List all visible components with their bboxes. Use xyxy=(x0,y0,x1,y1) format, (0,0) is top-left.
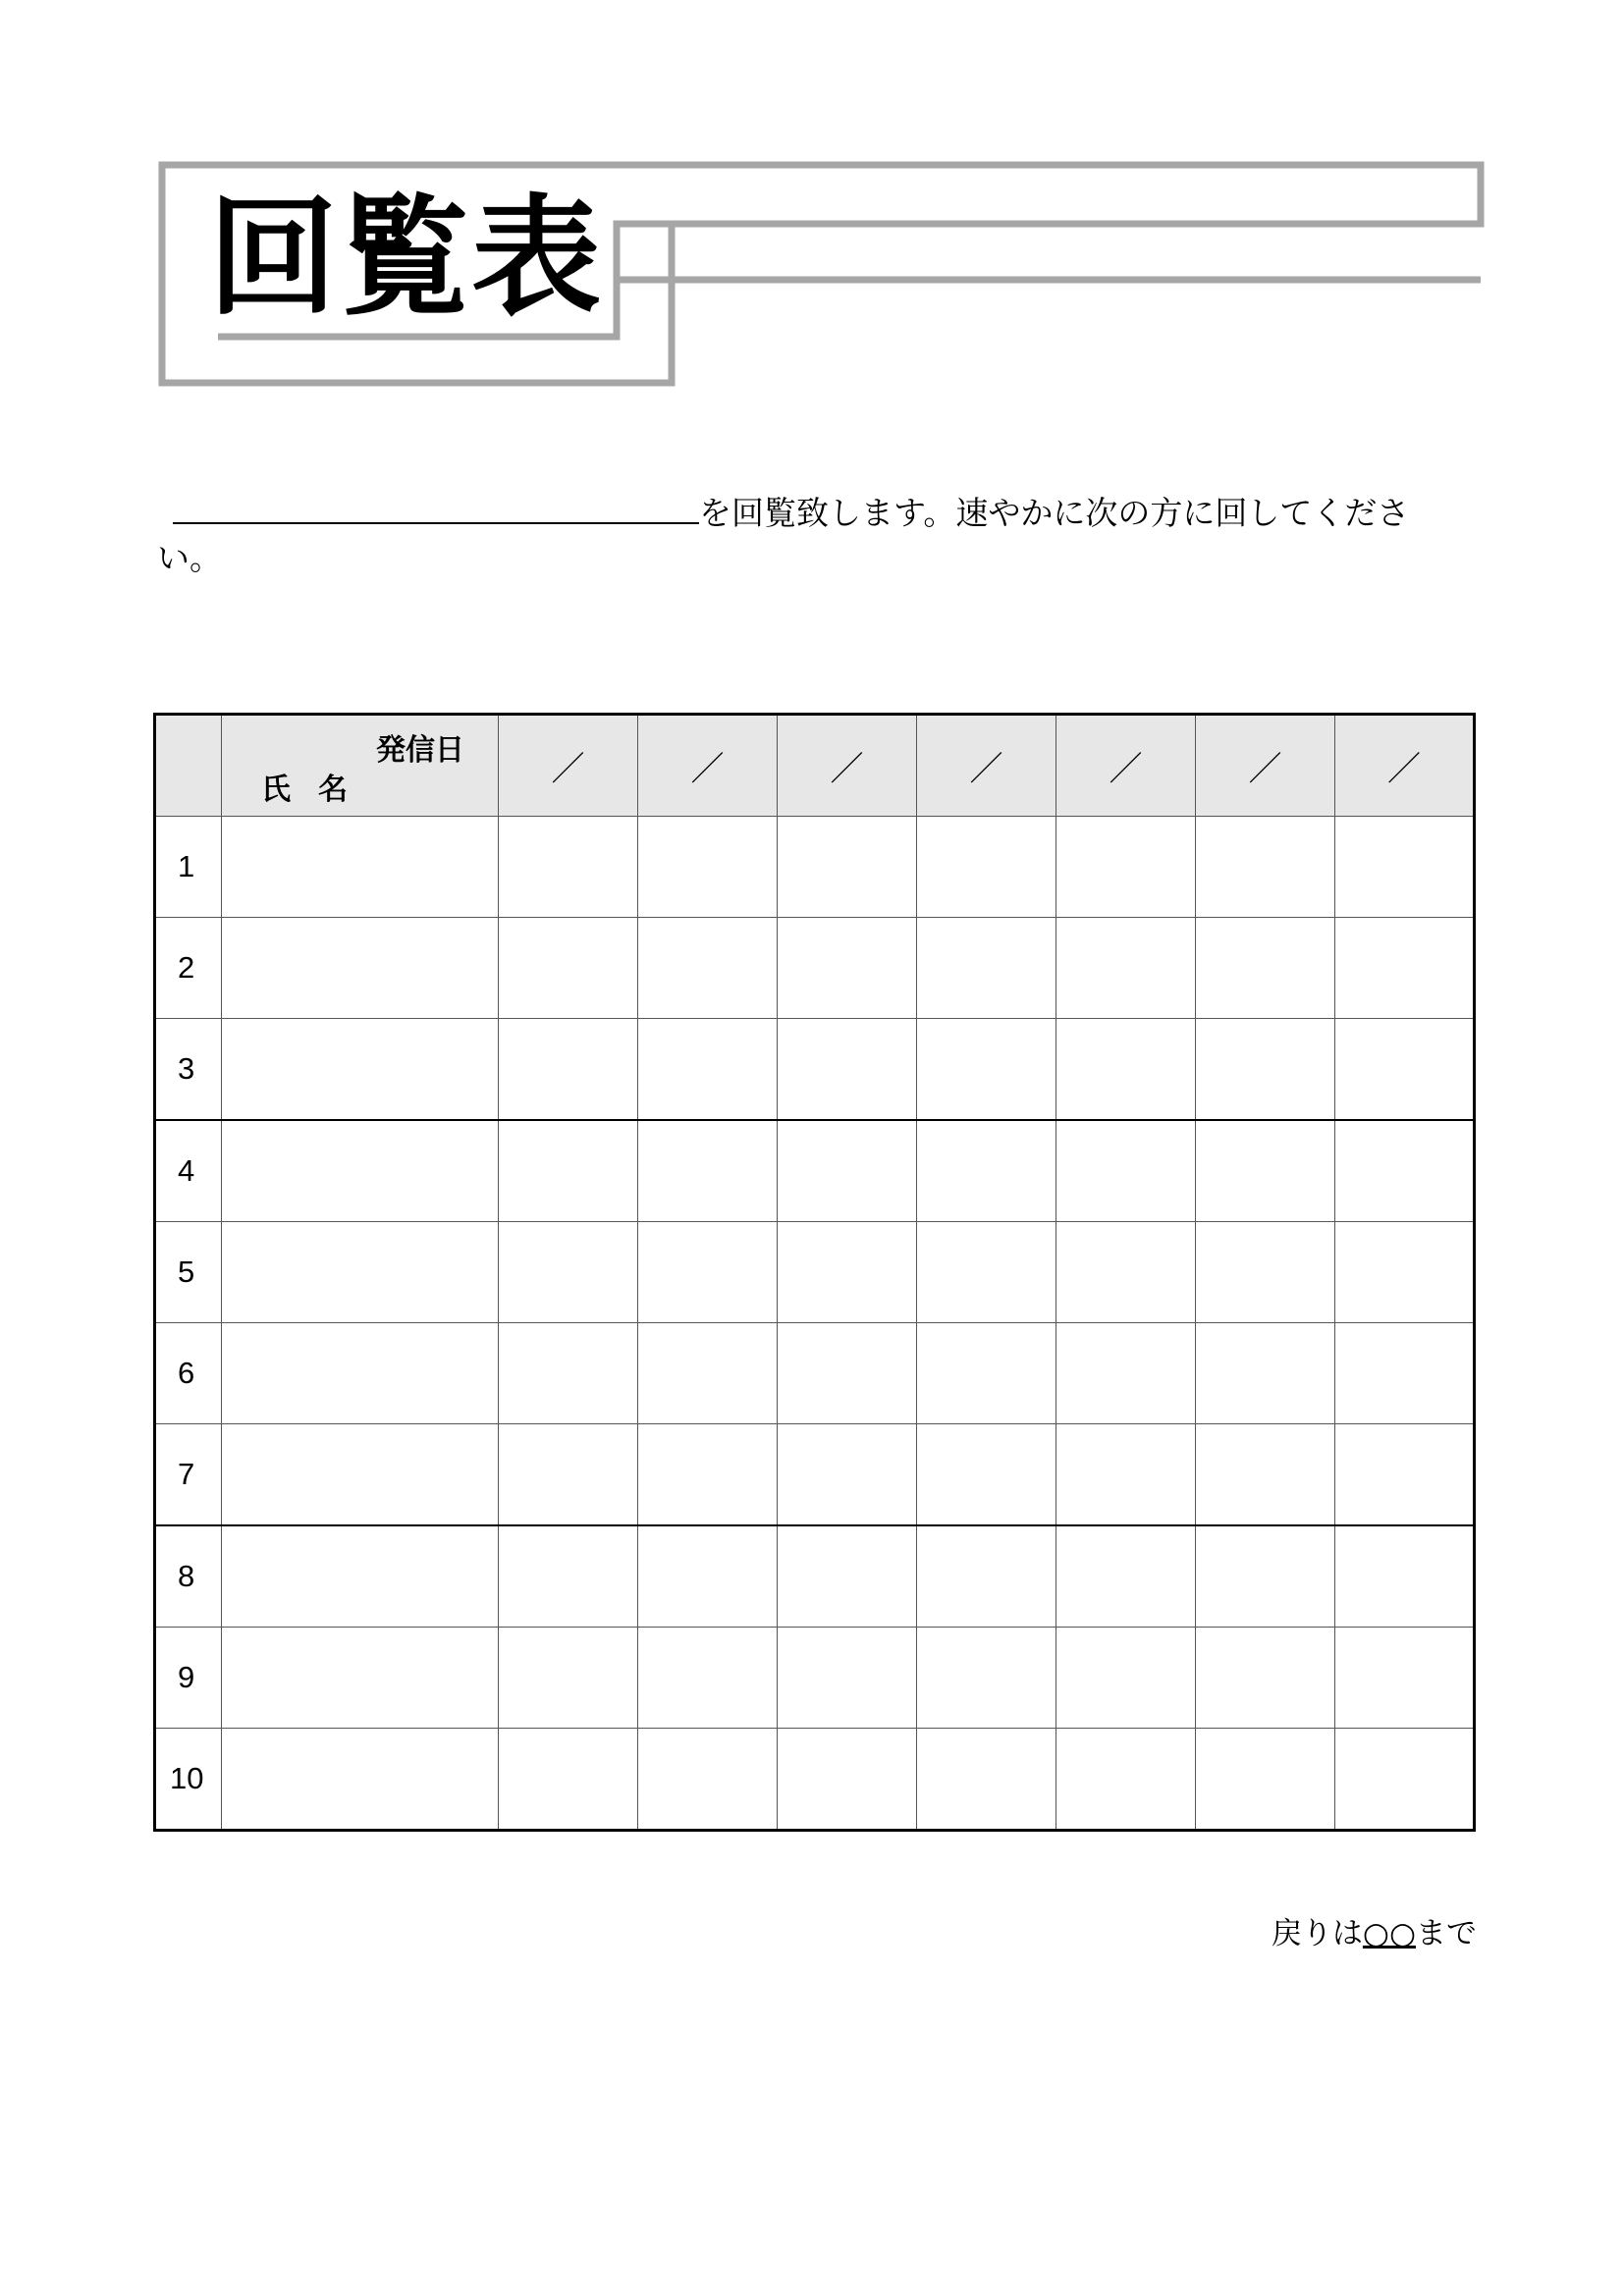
header-date-cell[interactable]: ／ xyxy=(638,715,778,817)
table-row xyxy=(155,1628,1475,1729)
name-cell[interactable] xyxy=(222,1120,499,1222)
return-note-place[interactable]: ○○ xyxy=(1362,1916,1416,1951)
title-frame-step xyxy=(617,224,1481,280)
check-cell[interactable] xyxy=(1196,1628,1335,1729)
check-cell[interactable] xyxy=(778,1120,917,1222)
check-cell[interactable] xyxy=(917,1019,1056,1121)
row-number: 6 xyxy=(155,1323,222,1424)
check-cell[interactable] xyxy=(638,1222,778,1323)
check-cell[interactable] xyxy=(1335,918,1475,1019)
check-cell[interactable] xyxy=(1335,1729,1475,1831)
intro-sentence xyxy=(157,491,1434,581)
check-cell[interactable] xyxy=(778,1628,917,1729)
check-cell[interactable] xyxy=(1196,1120,1335,1222)
row-number: 8 xyxy=(155,1525,222,1628)
name-cell[interactable] xyxy=(222,1729,499,1831)
check-cell[interactable] xyxy=(1056,918,1196,1019)
row-number: 7 xyxy=(155,1424,222,1526)
table-row xyxy=(155,1323,1475,1424)
check-cell[interactable] xyxy=(1335,817,1475,918)
check-cell[interactable] xyxy=(1056,1323,1196,1424)
check-cell[interactable] xyxy=(1056,1120,1196,1222)
check-cell[interactable] xyxy=(778,1323,917,1424)
name-cell[interactable] xyxy=(222,817,499,918)
check-cell[interactable] xyxy=(1056,1222,1196,1323)
check-cell[interactable] xyxy=(1196,1424,1335,1526)
check-cell[interactable] xyxy=(499,817,638,918)
subject-blank-line[interactable] xyxy=(173,493,699,524)
circulation-table xyxy=(153,713,1476,1832)
intro-text: を回覧致します。速やかに次の方に回してください。 xyxy=(157,494,1410,577)
check-cell[interactable] xyxy=(499,1525,638,1628)
return-note-suffix: まで xyxy=(1416,1916,1477,1951)
check-cell[interactable] xyxy=(1196,1729,1335,1831)
check-cell[interactable] xyxy=(499,1729,638,1831)
return-note xyxy=(1272,1908,1477,1952)
check-cell[interactable] xyxy=(1335,1323,1475,1424)
check-cell[interactable] xyxy=(499,1628,638,1729)
table-row xyxy=(155,1424,1475,1526)
check-cell[interactable] xyxy=(638,1120,778,1222)
check-cell[interactable] xyxy=(1056,1525,1196,1628)
check-cell[interactable] xyxy=(778,1729,917,1831)
check-cell[interactable] xyxy=(638,817,778,918)
header-date-cell[interactable]: ／ xyxy=(1056,715,1196,817)
check-cell[interactable] xyxy=(1196,1323,1335,1424)
table-row xyxy=(155,1525,1475,1628)
header-date-cell[interactable]: ／ xyxy=(778,715,917,817)
name-cell[interactable] xyxy=(222,918,499,1019)
check-cell[interactable] xyxy=(917,918,1056,1019)
check-cell[interactable] xyxy=(638,1323,778,1424)
check-cell[interactable] xyxy=(638,1628,778,1729)
row-number: 3 xyxy=(155,1019,222,1121)
check-cell[interactable] xyxy=(1335,1222,1475,1323)
name-cell[interactable] xyxy=(222,1424,499,1526)
table-row xyxy=(155,918,1475,1019)
check-cell[interactable] xyxy=(1335,1424,1475,1526)
check-cell[interactable] xyxy=(1335,1120,1475,1222)
table-row xyxy=(155,1019,1475,1121)
check-cell[interactable] xyxy=(917,1628,1056,1729)
row-number: 5 xyxy=(155,1222,222,1323)
check-cell[interactable] xyxy=(1196,918,1335,1019)
row-number: 4 xyxy=(155,1120,222,1222)
check-cell[interactable] xyxy=(1335,1628,1475,1729)
check-cell[interactable] xyxy=(1196,817,1335,918)
name-cell[interactable] xyxy=(222,1525,499,1628)
check-cell[interactable] xyxy=(638,918,778,1019)
check-cell[interactable] xyxy=(778,1424,917,1526)
row-number: 9 xyxy=(155,1628,222,1729)
check-cell[interactable] xyxy=(1056,1729,1196,1831)
return-note-prefix: 戻りは xyxy=(1271,1916,1363,1951)
check-cell[interactable] xyxy=(638,1019,778,1121)
table-row xyxy=(155,1120,1475,1222)
check-cell[interactable] xyxy=(499,918,638,1019)
check-cell[interactable] xyxy=(1056,1019,1196,1121)
check-cell[interactable] xyxy=(1056,1424,1196,1526)
check-cell[interactable] xyxy=(499,1222,638,1323)
name-cell[interactable] xyxy=(222,1019,499,1121)
row-number: 1 xyxy=(155,817,222,918)
header-corner-cell xyxy=(155,715,222,817)
check-cell[interactable] xyxy=(1196,1222,1335,1323)
table-row xyxy=(155,1729,1475,1831)
table-row xyxy=(155,1222,1475,1323)
check-cell[interactable] xyxy=(917,1222,1056,1323)
check-cell[interactable] xyxy=(917,1323,1056,1424)
name-cell[interactable] xyxy=(222,1222,499,1323)
check-cell[interactable] xyxy=(778,1222,917,1323)
check-cell[interactable] xyxy=(638,1525,778,1628)
table-header-row xyxy=(155,715,1475,817)
header-date-cell[interactable]: ／ xyxy=(1196,715,1335,817)
check-cell[interactable] xyxy=(1056,1628,1196,1729)
check-cell[interactable] xyxy=(917,817,1056,918)
check-cell[interactable] xyxy=(1335,1525,1475,1628)
check-cell[interactable] xyxy=(1196,1019,1335,1121)
check-cell[interactable] xyxy=(638,1729,778,1831)
page-title: 回覧表 xyxy=(208,183,603,334)
check-cell[interactable] xyxy=(778,918,917,1019)
check-cell[interactable] xyxy=(917,1525,1056,1628)
table-row xyxy=(155,817,1475,918)
check-cell[interactable] xyxy=(499,1019,638,1121)
check-cell[interactable] xyxy=(1335,1019,1475,1121)
check-cell[interactable] xyxy=(778,1019,917,1121)
check-cell[interactable] xyxy=(917,1120,1056,1222)
check-cell[interactable] xyxy=(499,1120,638,1222)
check-cell[interactable] xyxy=(917,1729,1056,1831)
header-date-label: 発信日 xyxy=(376,733,464,768)
check-cell[interactable] xyxy=(499,1424,638,1526)
header-name-cell xyxy=(222,715,499,817)
row-number: 10 xyxy=(155,1729,222,1831)
check-cell[interactable] xyxy=(917,1424,1056,1526)
check-cell[interactable] xyxy=(499,1323,638,1424)
header-date-cell[interactable]: ／ xyxy=(917,715,1056,817)
check-cell[interactable] xyxy=(778,817,917,918)
name-cell[interactable] xyxy=(222,1628,499,1729)
check-cell[interactable] xyxy=(1056,817,1196,918)
header-date-cell[interactable]: ／ xyxy=(1335,715,1475,817)
name-cell[interactable] xyxy=(222,1323,499,1424)
header-date-cell[interactable]: ／ xyxy=(499,715,638,817)
check-cell[interactable] xyxy=(778,1525,917,1628)
header-name-label: 氏名 xyxy=(261,773,375,807)
check-cell[interactable] xyxy=(1196,1525,1335,1628)
row-number: 2 xyxy=(155,918,222,1019)
check-cell[interactable] xyxy=(638,1424,778,1526)
